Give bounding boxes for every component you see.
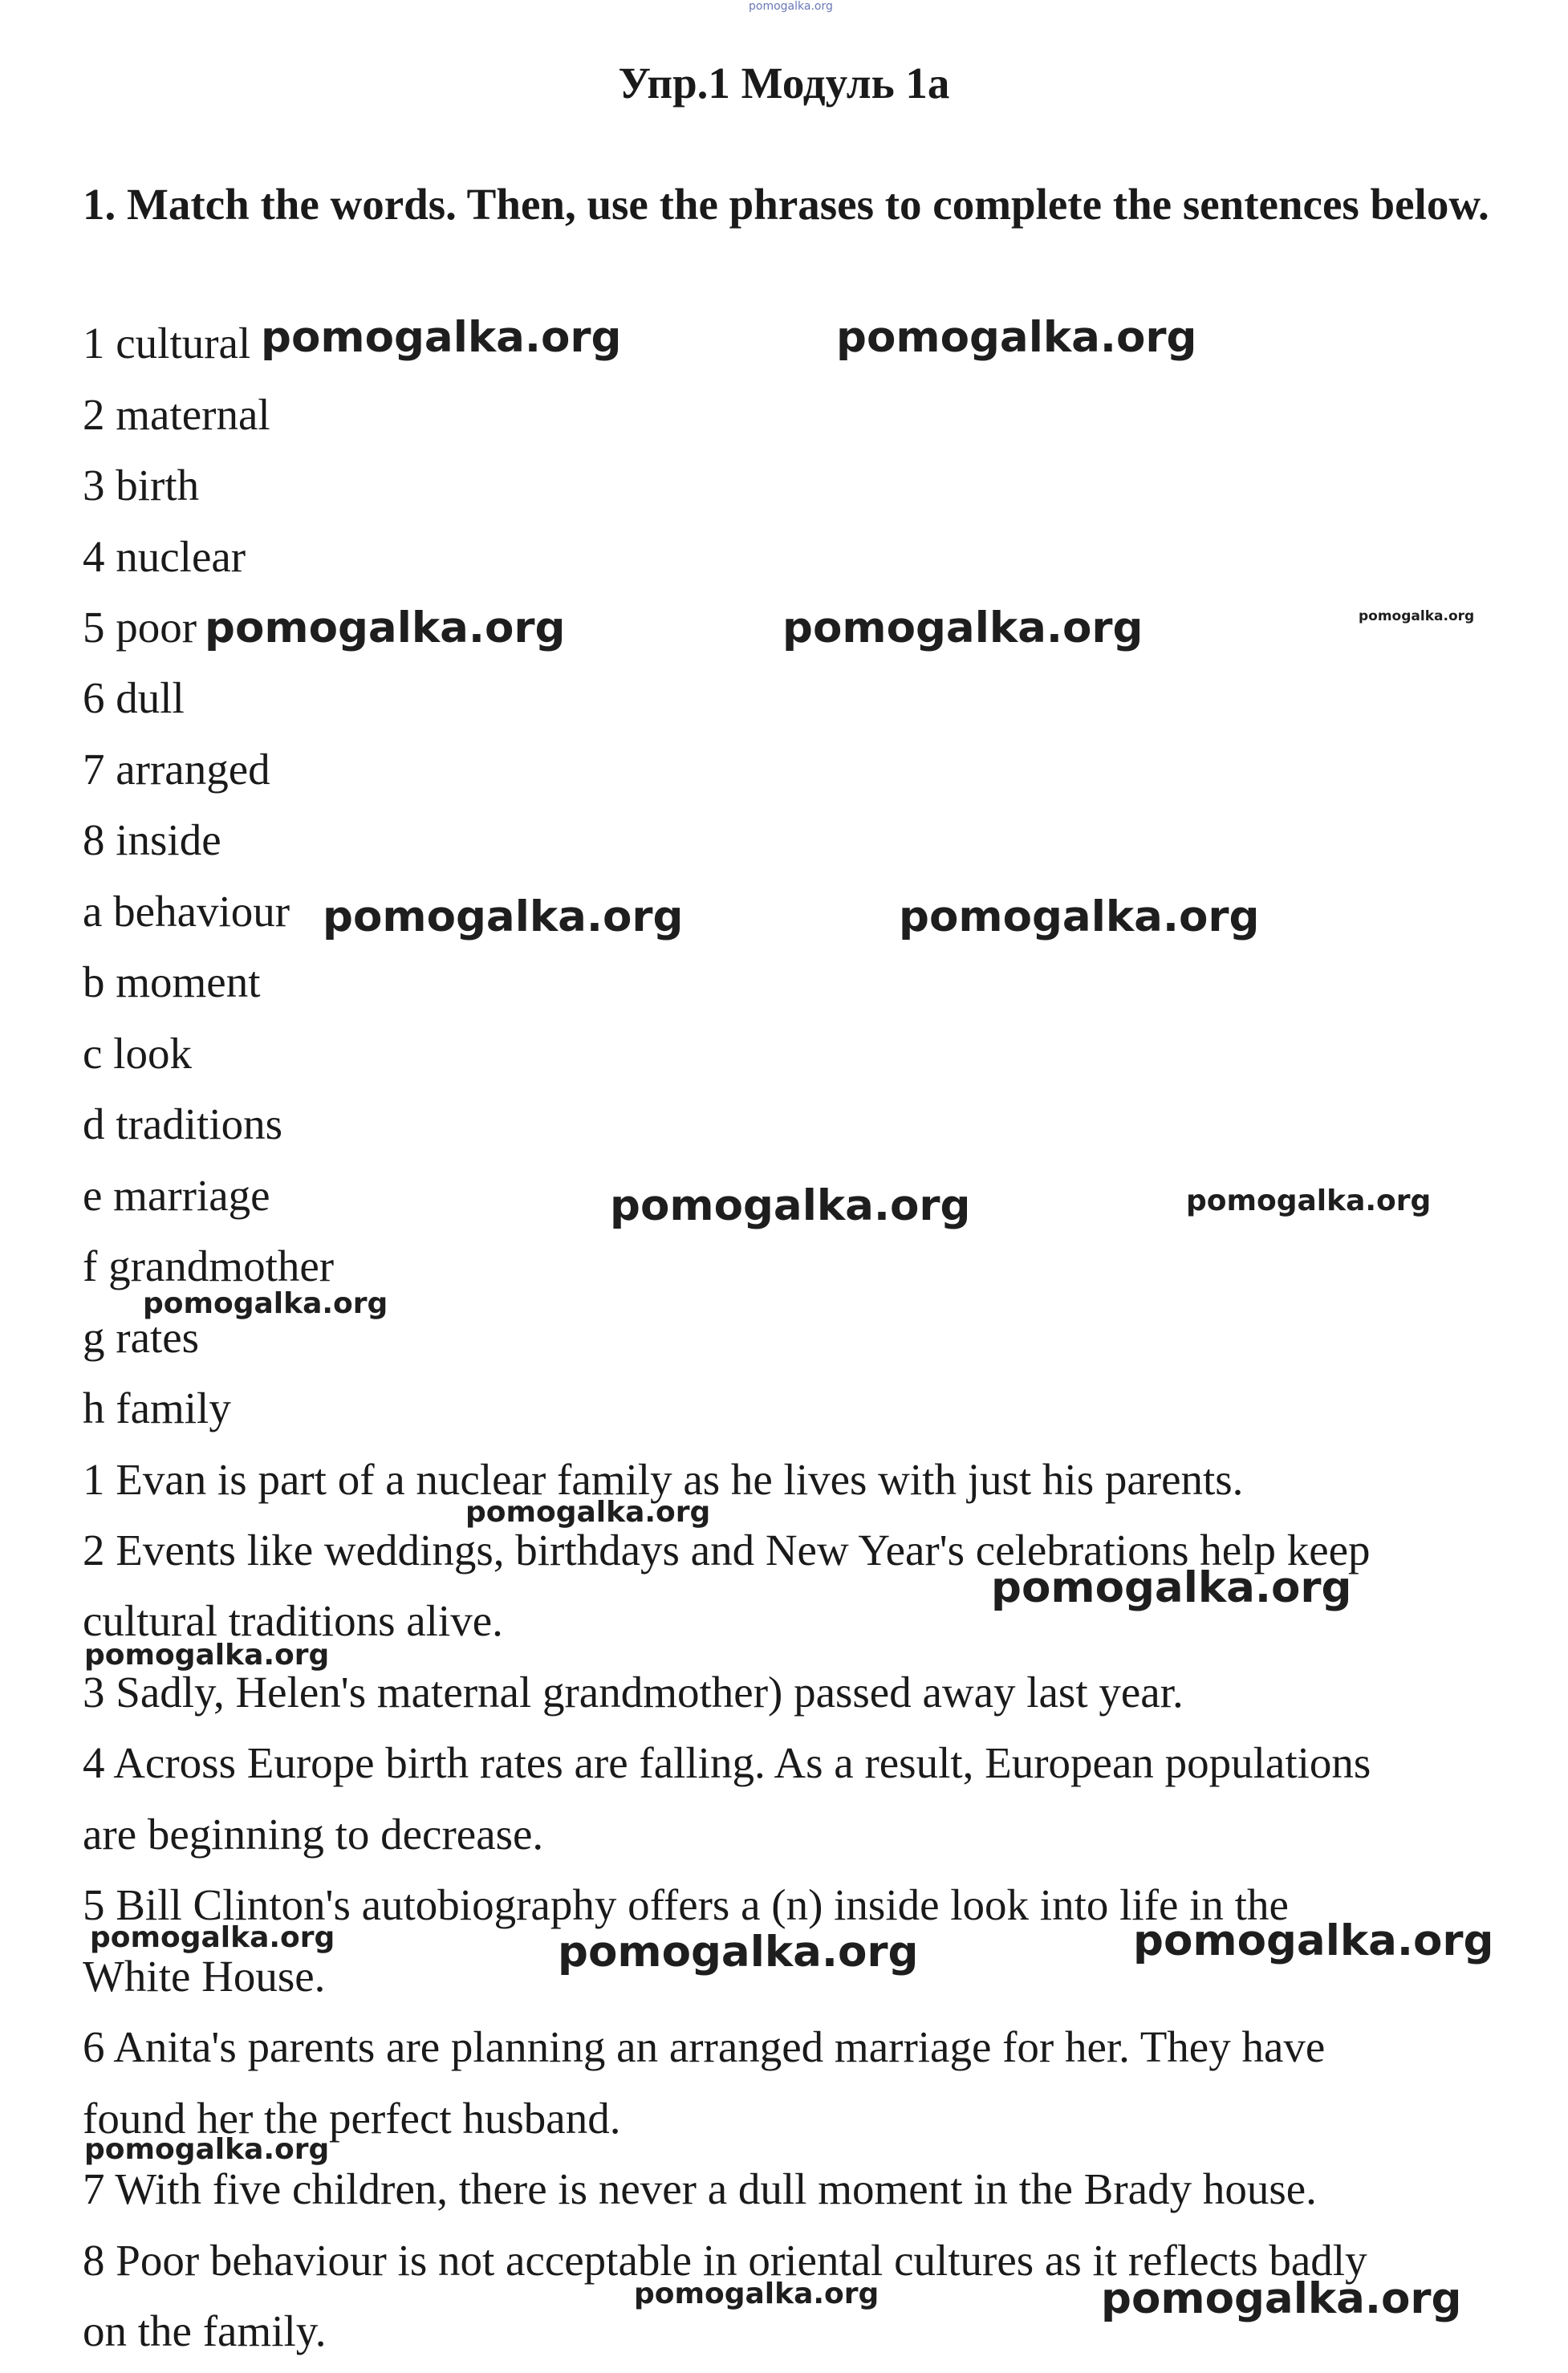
word-left-6: 6 dull xyxy=(83,673,185,722)
watermark-text: pomogalka.org xyxy=(465,1496,711,1529)
word-right-a: a behaviour xyxy=(83,887,290,936)
watermark-text: pomogalka.org xyxy=(634,2278,879,2310)
word-right-b: b moment xyxy=(83,957,261,1006)
watermark-text: pomogalka.org xyxy=(205,603,566,652)
watermark-text: pomogalka.org xyxy=(899,892,1260,941)
word-right-f: f grandmother xyxy=(83,1241,335,1290)
watermark-text: pomogalka.org xyxy=(991,1563,1352,1612)
watermark-text: pomogalka.org xyxy=(610,1181,971,1230)
watermark-text: pomogalka.org xyxy=(84,2133,330,2166)
sentence-line: cultural traditions alive. xyxy=(83,1596,503,1645)
watermark-top: pomogalka.org xyxy=(749,0,833,13)
word-left-2: 2 maternal xyxy=(83,390,270,439)
watermark-text: pomogalka.org xyxy=(1133,1916,1494,1965)
word-left-1: 1 cultural xyxy=(83,319,251,368)
sentence-line: 8 Poor behaviour is not acceptable in oriental cultures as it reflects badly xyxy=(83,2236,1367,2285)
watermark-text: pomogalka.org xyxy=(84,1639,330,1672)
sentence-line: on the family. xyxy=(83,2306,327,2355)
task-instruction: 1. Match the words. Then, use the phrases to complete the sentences below. xyxy=(83,180,1489,229)
word-left-5: 5 poor xyxy=(83,603,197,652)
watermark-text: pomogalka.org xyxy=(261,313,622,362)
sentence-line: found her the perfect husband. xyxy=(83,2094,621,2143)
page-title: Упр.1 Модуль 1а xyxy=(618,59,950,108)
word-left-8: 8 inside xyxy=(83,815,221,864)
watermark-text: pomogalka.org xyxy=(143,1287,388,1320)
sentence-line: 2 Events like weddings, birthdays and New Year's celebrations help keep xyxy=(83,1526,1371,1575)
word-right-g: g rates xyxy=(83,1313,200,1362)
sentence-line: 4 Across Europe birth rates are falling. As a result, European populations xyxy=(83,1738,1371,1787)
word-left-7: 7 arranged xyxy=(83,745,270,794)
watermark-text: pomogalka.org xyxy=(1359,608,1475,624)
sentence-line: 6 Anita's parents are planning an arranged marriage for her. They have xyxy=(83,2022,1326,2071)
watermark-text: pomogalka.org xyxy=(836,313,1197,362)
word-right-e: e marriage xyxy=(83,1171,270,1220)
watermark-text: pomogalka.org xyxy=(90,1921,335,1954)
sentence-line: are beginning to decrease. xyxy=(83,1810,544,1859)
watermark-text: pomogalka.org xyxy=(1101,2274,1462,2323)
sentence-line: 5 Bill Clinton's autobiography offers a (n) inside look into life in the xyxy=(83,1880,1289,1929)
watermark-text: pomogalka.org xyxy=(323,892,684,941)
word-left-3: 3 birth xyxy=(83,461,200,510)
sentence-line: 7 With five children, there is never a dull moment in the Brady house. xyxy=(83,2164,1317,2213)
sentence-line: White House. xyxy=(83,1952,326,2001)
word-right-c: c look xyxy=(83,1029,192,1078)
watermark-text: pomogalka.org xyxy=(782,603,1144,652)
watermark-text: pomogalka.org xyxy=(558,1928,919,1977)
word-left-4: 4 nuclear xyxy=(83,532,246,581)
watermark-text: pomogalka.org xyxy=(1186,1184,1432,1217)
sentence-line: 1 Evan is part of a nuclear family as he lives with just his parents. xyxy=(83,1455,1244,1504)
word-right-h: h family xyxy=(83,1384,231,1432)
word-right-d: d traditions xyxy=(83,1099,283,1148)
sentence-line: 3 Sadly, Helen's maternal grandmother) passed away last year. xyxy=(83,1668,1184,1717)
